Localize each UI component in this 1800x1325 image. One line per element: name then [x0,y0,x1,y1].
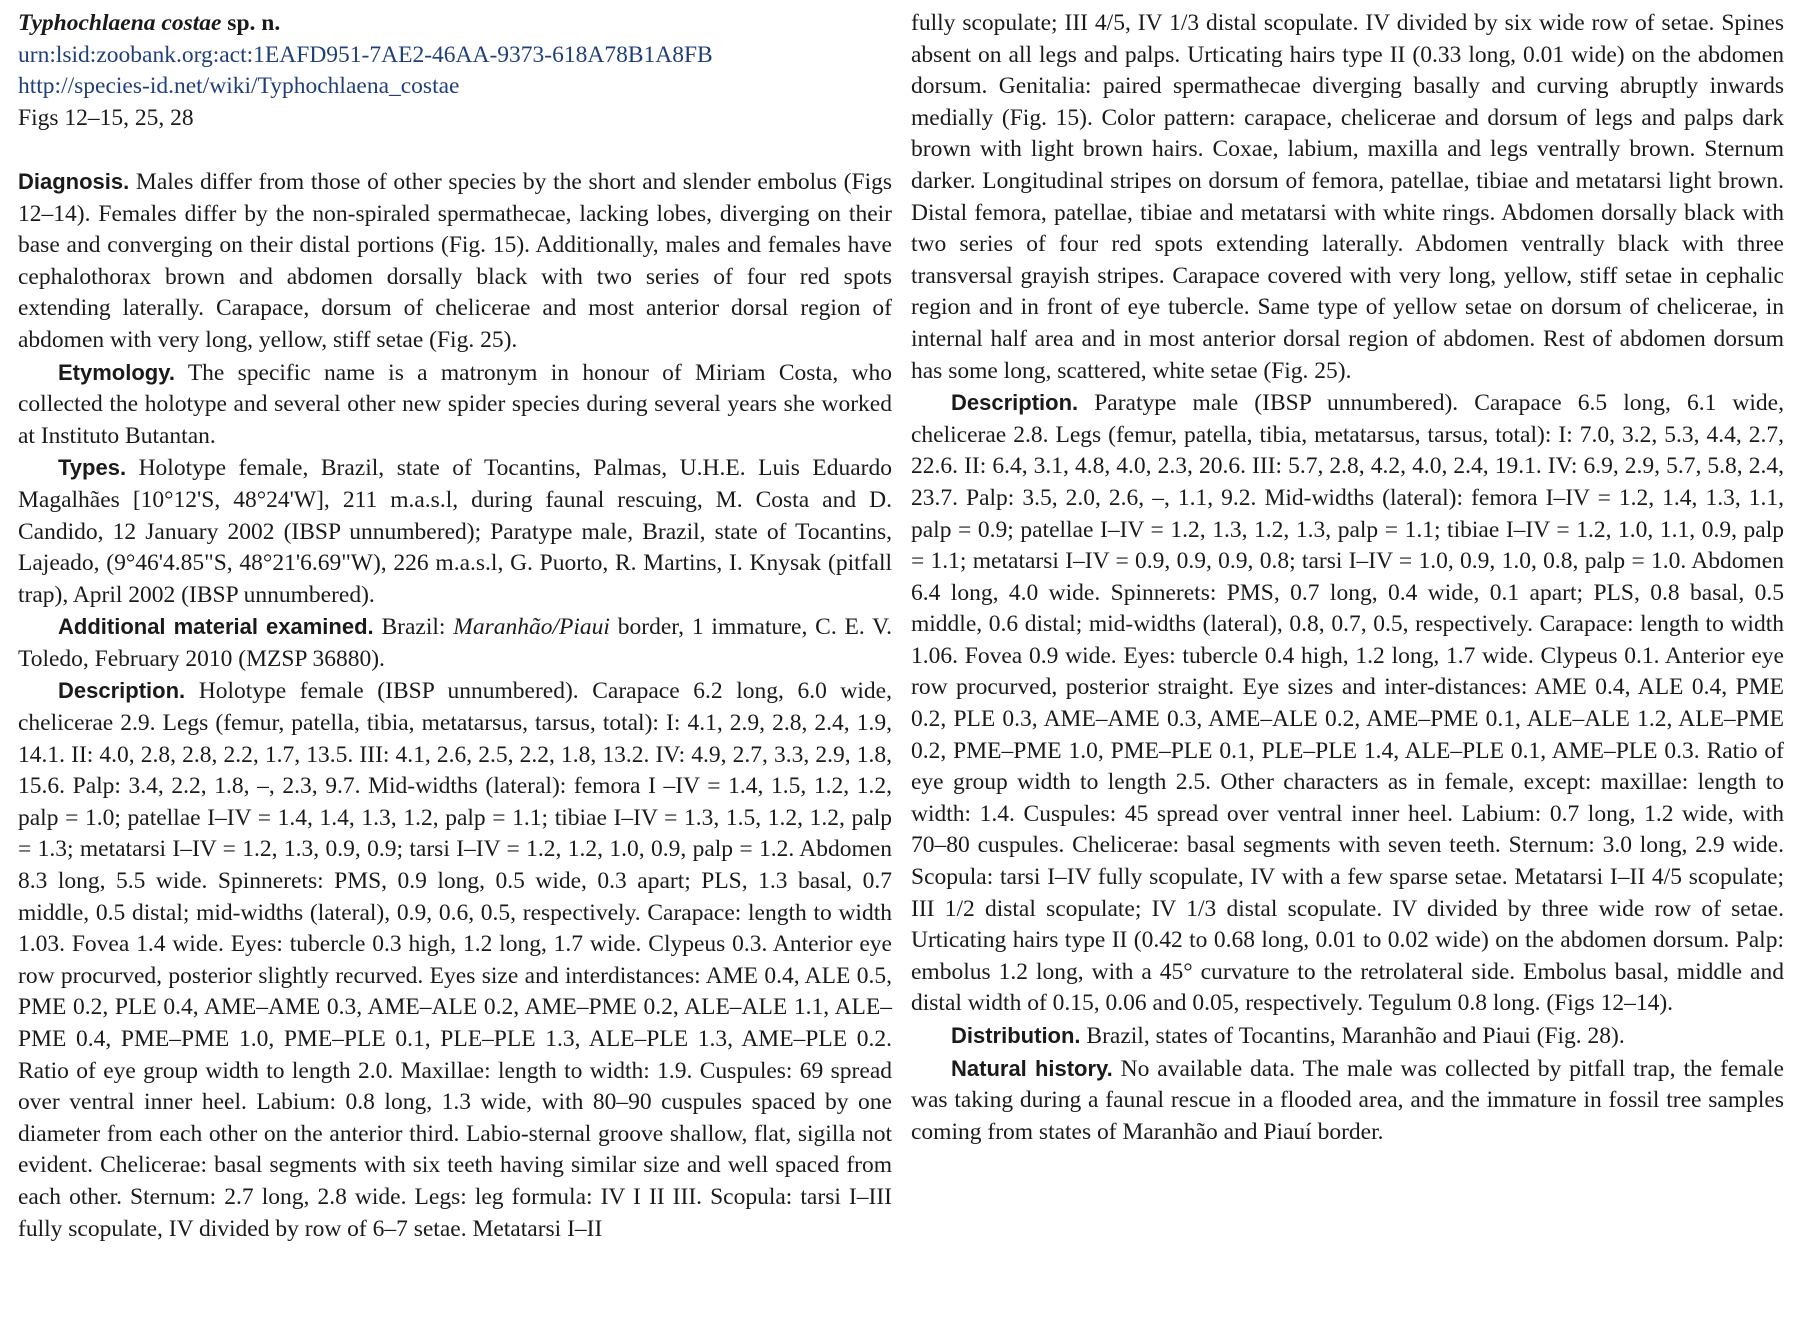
natural-history-text: No available data. The male was collected by pitfall trap, the female was taking during a faunal rescue in a flooded area, and the immature in fossil tree samples coming from states of Maranhão and Piauí border. [911,1055,1784,1145]
zoobank-lsid-link[interactable]: urn:lsid:zoobank.org:act:1EAFD951-7AE2-46AA-9373-618A78B1A8FB [18,41,713,68]
diagnosis-text: Males differ from those of other species by the short and slender embolus (Figs 12–14). Females differ by the non-spiraled spermathecae, lacking lobes, diverging on their base and converging on their distal portions (Fig. 15). Additionally, males and females have cephalothorax brown and abdomen dorsally black with two series of four red spots extending laterally. Carapace, dorsum of chelicerae and most anterior dorsal region of abdomen with very long, yellow, stiff setae (Fig. 25). [18,168,892,353]
natural-history-paragraph [911,1053,1784,1149]
etymology-heading: Etymology. [58,359,175,385]
types-text: Holotype female, Brazil, state of Tocantins, Palmas, U.H.E. Luis Eduardo Magalhães [10°12'S, 48°24'W], 211 m.a.s.l, during faunal rescuing, M. Costa and D. Candido, 12 January 2002 (IBSP unnumbered); Paratype male, Brazil, state of Tocantins, Lajeado, (9°46'4.85"S, 48°21'6.69"W), 226 m.a.s.l, G. Puorto, R. Martins, I. Knysak (pitfall trap), April 2002 (IBSP unnumbered). [18,455,892,608]
species-heading [18,8,892,40]
male-description-text: Paratype male (IBSP unnumbered). Carapace 6.5 long, 6.1 wide, chelicerae 2.8. Legs (femur, patella, tibia, metatarsus, tarsus, total): I: 7.0, 3.2, 5.3, 4.4, 2.7, 22.6. II: 6.4, 3.1, 4.8, 4.0, 2.3, 20.6. III: 5.7, 2.8, 4.2, 4.0, 2.4, 19.1. IV: 6.9, 2.9, 5.7, 5.8, 2.4, 23.7. Palp: 3.5, 2.0, 2.6, –, 1.1, 9.2. Mid-widths (lateral): femora I–IV = 1.2, 1.4, 1.3, 1.1, palp = 0.9; patellae I–IV = 1.2, 1.3, 1.2, 1.3, palp = 1.1; tibiae I–IV = 1.2, 1.0, 1.1, 0.9, palp = 1.1; metatarsi I–IV = 0.9, 0.9, 0.9, 0.8; tarsi I–IV = 1.0, 0.9, 1.0, 0.8, palp = 1.0. Abdomen 6.4 long, 4.0 wide. Spinnerets: PMS, 0.7 long, 0.4 wide, 0.1 apart; PLS, 0.8 basal, 0.5 middle, 0.6 distal; mid-widths (lateral), 0.8, 0.7, 0.5, respectively. Carapace: length to width 1.06. Fovea 0.9 wide. Eyes: tubercle 0.4 high, 1.2 long, 1.7 wide. Clypeus 0.1. Anterior eye row procurved, posterior straight. Eye sizes and inter-distances: AME 0.4, ALE 0.4, PME 0.2, PLE 0.3, AME–AME 0.3, AME–ALE 0.2, AME–PME 0.1, ALE–ALE 1.2, ALE–PME 0.2, PME–PME 1.0, PME–PLE 0.1, PLE–PLE 1.4, ALE–PLE 0.1, AME–PLE 0.3. Ratio of eye group width to length 2.5. Other characters as in female, except: maxillae: length to width: 1.4. Cuspules: 45 spread over ventral inner heel. Labium: 0.7 long, 1.2 wide, with 70–80 cuspules. Chelicerae: basal segments with seven teeth. Sternum: 3.0 long, 2.9 wide. Scopula: tarsi I–IV fully scopulate, IV with a few sparse setae. Metatarsi I–II 4/5 scopulate; III 1/2 distal scopulate; IV 1/3 distal scopulate. IV divided by three wide row of setae. Urticating hairs type II (0.42 to 0.68 long, 0.01 to 0.02 wide) on the abdomen dorsum. Palp: embolus 1.2 long, with a 45° curvature to the retrolateral side. Embolus basal, middle and distal width of 0.15, 0.06 and 0.05, respectively. Tegulum 0.8 long. (Figs 12–14). [911,390,1784,1017]
species-name: Typhochlaena costae [18,10,222,36]
additional-material-paragraph [18,611,892,675]
female-description-text: Holotype female (IBSP unnumbered). Carapace 6.2 long, 6.0 wide, chelicerae 2.9. Legs (femur, patella, tibia, metatarsus, tarsus, total): I: 4.1, 2.9, 2.8, 2.4, 1.9, 14.1. II: 4.0, 2.8, 2.8, 2.2, 1.7, 13.5. III: 4.1, 2.6, 2.5, 2.2, 1.8, 13.2. IV: 4.9, 2.7, 3.3, 2.9, 1.8, 15.6. Palp: 3.4, 2.2, 1.8, –, 2.3, 9.7. Mid-widths (lateral): femora I –IV = 1.4, 1.5, 1.2, 1.2, palp = 1.0; patellae I–IV = 1.4, 1.4, 1.3, 1.2, palp = 1.1; tibiae I–IV = 1.3, 1.5, 1.2, 1.2, palp = 1.3; metatarsi I–IV = 1.2, 1.3, 0.9, 0.9; tarsi I–IV = 1.2, 1.2, 1.0, 0.9, palp = 1.2. Abdomen 8.3 long, 5.5 wide. Spinnerets: PMS, 0.9 long, 0.5 wide, 0.3 apart; PLS, 1.3 basal, 0.7 middle, 0.5 distal; mid-widths (lateral), 0.9, 0.6, 0.5, respectively. Carapace: length to width 1.03. Fovea 1.4 wide. Eyes: tubercle 0.3 high, 1.2 long, 1.7 wide. Clypeus 0.3. Anterior eye row procurved, posterior slightly recurved. Eyes size and interdistances: AME 0.4, ALE 0.5, PME 0.2, PLE 0.4, AME–AME 0.3, AME–ALE 0.2, AME–PME 0.2, ALE–ALE 1.1, ALE–PME 0.4, PME–PME 1.0, PME–PLE 0.1, PLE–PLE 1.3, ALE–PLE 1.3, AME–PLE 0.2. Ratio of eye group width to length 2.0. Maxillae: length to width: 1.9. Cuspules: 69 spread over ventral inner heel. Labium: 0.8 long, 1.3 wide, with 80–90 cuspules spaced by one diameter from each other on the anterior third. Labio-sternal groove shallow, flat, sigilla not evident. Chelicerae: basal segments with six teeth having similar size and well spaced from each other. Sternum: 2.7 long, 2.8 wide. Legs: leg formula: IV I II III. Scopula: tarsi I–III fully scopulate, IV divided by row of 6–7 setae. Metatarsi I–II [18,678,892,1242]
male-description-paragraph [911,387,1784,1020]
right-column [911,8,1784,1148]
etymology-paragraph [18,357,892,453]
additional-material-text-a: Brazil: [373,614,454,641]
female-description-continued-text: fully scopulate; III 4/5, IV 1/3 distal scopulate. IV divided by six wide row of setae. Spines absent on all legs and palps. Urticating hairs type II (0.33 long, 0.01 wide) on the abdomen dorsum. Genitalia: paired spermathecae diverging basally and curving abruptly inwards medially (Fig. 15). Color pattern: carapace, chelicerae and dorsum of legs and palps dark brown with light brown hairs. Coxae, labium, maxilla and legs ventrally brown. Sternum darker. Longitudinal stripes on dorsum of femora, patellae, tibiae and metatarsi light brown. Distal femora, patellae, tibiae and metatarsi with white rings. Abdomen dorsally black with two series of four red spots extending laterally. Abdomen ventrally black with three transversal grayish stripes. Carapace covered with very long, yellow, stiff setae in cephalic region and in front of eye tubercle. Same type of yellow setae on dorsum of chelicerae, in internal half area and in most anterior dorsal region of abdomen. Rest of abdomen dorsum has some long, scattered, white setae (Fig. 25). [911,10,1784,384]
diagnosis-paragraph [18,166,892,357]
section-gap [18,134,892,166]
male-description-heading: Description. [951,390,1079,416]
additional-material-heading: Additional material examined. [58,614,374,640]
additional-material-locality: Maranhão/Piaui [453,614,610,641]
types-paragraph [18,452,892,611]
female-description-paragraph [18,675,892,1245]
types-heading: Types. [58,455,127,481]
species-wiki-link[interactable]: http://species-id.net/wiki/Typhochlaena_costae [18,73,460,100]
additional-material-text-b: border, 1 immature, C. E. V. Toledo, February 2010 (MZSP 36880). [18,614,893,672]
natural-history-heading: Natural history. [951,1055,1113,1081]
diagnosis-heading: Diagnosis. [18,168,130,194]
female-description-heading: Description. [58,678,186,704]
distribution-text: Brazil, states of Tocantins, Maranhão and Piaui (Fig. 28). [1080,1023,1625,1049]
species-status: sp. n. [221,10,281,36]
distribution-paragraph [911,1020,1784,1053]
female-description-continued [911,8,1784,387]
figure-reference: Figs 12–15, 25, 28 [18,104,194,131]
distribution-heading: Distribution. [951,1023,1081,1048]
left-column [18,8,892,1245]
etymology-text: The specific name is a matronym in honour of Miriam Costa, who collected the holotype and several other new spider species during several years she worked at Instituto Butantan. [18,359,892,449]
